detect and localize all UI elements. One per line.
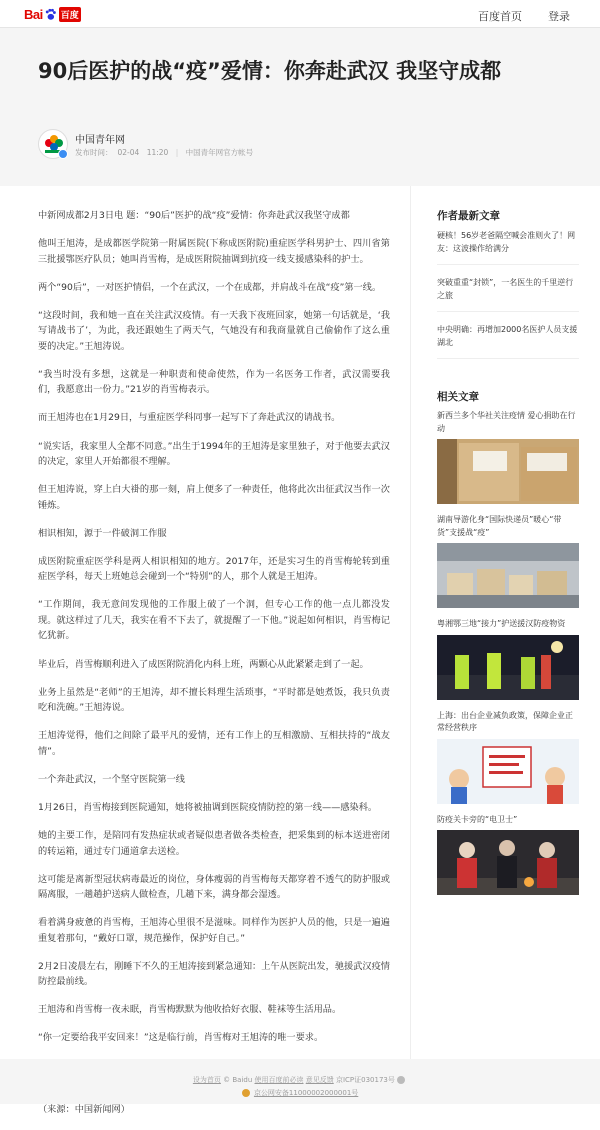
- related-thumbnail-cartoon[interactable]: [437, 739, 579, 804]
- top-nav: [0, 0, 600, 28]
- related-item-title[interactable]: 粤湘鄂三地“接力”护送援汉防疫物资: [437, 619, 566, 628]
- related-item[interactable]: [437, 514, 579, 608]
- feedback-link[interactable]: 意见反馈: [305, 1076, 334, 1084]
- footer-links: [0, 1075, 600, 1085]
- related-item[interactable]: [437, 410, 579, 504]
- related-item-title[interactable]: 上海：出台企业减负政策，保障企业正常经营秩序: [437, 710, 573, 732]
- related-item-title[interactable]: 湖南导游化身“国际快递员”暖心“带货”支援战“疫”: [437, 515, 562, 537]
- copyright: © Baidu: [223, 1076, 253, 1084]
- nav-login-link[interactable]: 登录: [548, 10, 570, 23]
- police-badge-icon: [242, 1089, 250, 1097]
- nav-home-link[interactable]: 百度首页: [478, 10, 522, 23]
- article-paragraph: 一个奔赴武汉，一个坚守医院第一线: [38, 773, 185, 785]
- logo-text-baidu: 百度: [59, 7, 81, 22]
- latest-article-link[interactable]: 中央明确：再增加2000名医护人员支援湖北: [437, 324, 579, 359]
- author-name[interactable]: 中国青年网: [75, 135, 125, 146]
- related-thumbnail-guards[interactable]: [437, 830, 579, 895]
- article-paragraph: “工作期间，我无意间发现他的工作服上破了一个洞，但专心工作的他一点儿都没发现。就这样过了几天，我实在看不下去了，就提醒了一下他。”说起如何相识，肖雪梅记忆犹新。: [38, 599, 390, 642]
- guards-image: [437, 830, 579, 895]
- related-item[interactable]: [437, 814, 579, 896]
- article-paragraph: “我当时没有多想，这就是一种职责和使命使然，作为一名医务工作者，武汉需要我们，我愿意出一份力。”21岁的肖雪梅表示。: [38, 368, 390, 396]
- paw-icon: [44, 8, 57, 21]
- latest-article-link[interactable]: 突破重重“封锁”，一名医生的千里逆行之旅: [437, 277, 579, 312]
- icp-number: 京ICP证030173号: [335, 1076, 395, 1084]
- publish-label: 发布时间：: [75, 148, 113, 157]
- icp-badge-icon: [397, 1076, 405, 1084]
- footer-police: [0, 1088, 600, 1098]
- agreement-link[interactable]: 使用百度前必读: [254, 1076, 304, 1084]
- related-item-title[interactable]: 防疫关卡旁的“电卫士”: [437, 814, 518, 824]
- meta-divider: |: [175, 148, 179, 157]
- publish-time: 11:20: [146, 148, 169, 157]
- latest-title: 作者最新文章: [437, 210, 500, 222]
- article-paragraph: 但王旭涛说，穿上白大褂的那一刻，肩上便多了一种责任，他将此次出征武汉当作一次锤炼。: [38, 484, 390, 511]
- article-paragraph: 这可能是离新型冠状病毒最近的岗位，身体瘦弱的肖雪梅每天都穿着不透气的防护服或隔离服，一趟趟护送病人做检查，几趟下来，满身都会湿透。: [38, 873, 390, 901]
- night-checkpoint-image: [437, 635, 579, 700]
- article-header: [0, 28, 600, 186]
- article-body: [38, 208, 390, 1130]
- publish-date: 02-04: [117, 148, 140, 157]
- warehouse-image: [437, 543, 579, 608]
- related-item[interactable]: [437, 710, 579, 804]
- related-item-title[interactable]: 新西兰多个华社关注疫情 爱心捐助在行动: [437, 411, 576, 433]
- article-paragraph: 相识相知，源于一件破洞工作服: [38, 527, 167, 539]
- article-paragraph: 中新网成都2月3日电 题：“90后”医护的战“疫”爱情：你奔赴武汉我坚守成都: [38, 210, 350, 221]
- latest-article-link[interactable]: 硬核！56岁老爸隔空喊会准则火了！网友：这波操作给满分: [437, 230, 579, 265]
- article-paragraph: 业务上虽然是“老师”的王旭涛，却不擅长料理生活琐事，“平时都是她煮饭，我只负责吃和洗碗。”王旭涛说。: [38, 686, 390, 714]
- baidu-logo[interactable]: [24, 5, 81, 23]
- publish-meta: [75, 147, 258, 158]
- related-articles-heading: [437, 389, 579, 404]
- related-thumbnail-night[interactable]: [437, 635, 579, 700]
- donation-boxes-image: [437, 439, 579, 504]
- set-home-link[interactable]: 设为首页: [192, 1076, 221, 1084]
- latest-articles-heading: [437, 208, 579, 223]
- column-divider: [410, 186, 411, 1059]
- page-footer: [0, 1059, 600, 1104]
- article-paragraph: 她的主要工作，是陪同有发热症状或者疑似患者做各类检查，把采集到的标本送进密闭的转运箱，通过专门通道拿去送检。: [38, 830, 390, 857]
- related-item[interactable]: [437, 618, 579, 700]
- related-title: 相关文章: [437, 391, 479, 403]
- article-paragraph: 他叫王旭涛，是成都医学院第一附属医院(下称成医附院)重症医学科男护士、四川省第三批援鄂医疗队员；她叫肖雪梅，是成医附院抽调到抗疫一线支援感染科的护士。: [38, 238, 390, 265]
- article-paragraph: “这段时间，我和她一直在关注武汉疫情。有一天我下夜班回家，她第一句话就是，‘我写请战书了’，为此，我还跟她生了两天气，气她没有和我商量就自己偷偷作了这么重要的决定。”王旭涛说。: [38, 309, 390, 352]
- article-paragraph: （来源：中国新闻网）: [38, 1104, 130, 1116]
- article-paragraph: 而王旭涛也在1月29日，与重症医学科同事一起写下了奔赴武汉的请战书。: [38, 412, 341, 424]
- article-paragraph: 王旭涛和肖雪梅一夜未眠，肖雪梅默默为他收拾好衣服、鞋袜等生活用品。: [38, 1004, 342, 1016]
- related-thumbnail-warehouse[interactable]: [437, 543, 579, 608]
- article-paragraph: 成医附院重症医学科是两人相识相知的地方。2017年，还是实习生的肖雪梅轮转到重症医学科，每天上班她总会碰到一个“特别”的人，那个人就是王旭涛。: [38, 555, 390, 583]
- article-paragraph: 王旭涛觉得，他们之间除了最平凡的爱情，还有工作上的互相激励、互相扶持的“战友情”。: [38, 730, 390, 757]
- article-paragraph: “说实话，我家里人全都不同意。”出生于1994年的王旭涛是家里独子，对于他要去武汉的决定，家里人开始都很不理解。: [38, 440, 390, 468]
- article-paragraph: 两个“90后”，一对医护情侣，一个在武汉，一个在成都，并肩战斗在战“疫”第一线。: [38, 281, 382, 293]
- article-paragraph: 毕业后，肖雪梅顺利进入了成医附院消化内科上班，两颗心从此紧紧走到了一起。: [38, 658, 369, 670]
- author-avatar[interactable]: [38, 129, 68, 159]
- logo-text-bai: Bai: [24, 6, 43, 22]
- related-articles-list: [437, 410, 579, 905]
- verified-icon: [58, 149, 68, 159]
- article-title: 90后医护的战“疫”爱情：你奔赴武汉 我坚守成都: [38, 59, 502, 83]
- policy-cartoon-image: [437, 739, 579, 804]
- article-paragraph: 看着满身疲惫的肖雪梅，王旭涛心里很不是滋味。同样作为医护人员的他，只是一遍遍重复着那句，“戴好口罩，规范操作，保护好自己。”: [38, 917, 390, 944]
- police-record-link[interactable]: 京公网安备11000002000001号: [253, 1089, 359, 1097]
- article-paragraph: “你一定要给我平安回来！”这是临行前，肖雪梅对王旭涛的唯一要求。: [38, 1032, 324, 1044]
- related-thumbnail-boxes[interactable]: [437, 439, 579, 504]
- article-paragraph: 2月2日凌晨左右，刚睡下不久的王旭涛接到紧急通知：上午从医院出发，驰援武汉疫情防控最前线。: [38, 960, 390, 988]
- account-desc: 中国青年网官方帐号: [185, 148, 254, 157]
- article-paragraph: 1月26日，肖雪梅接到医院通知，她将被抽调到医院疫情防控的第一线——感染科。: [38, 801, 378, 813]
- latest-articles-list: [437, 230, 579, 371]
